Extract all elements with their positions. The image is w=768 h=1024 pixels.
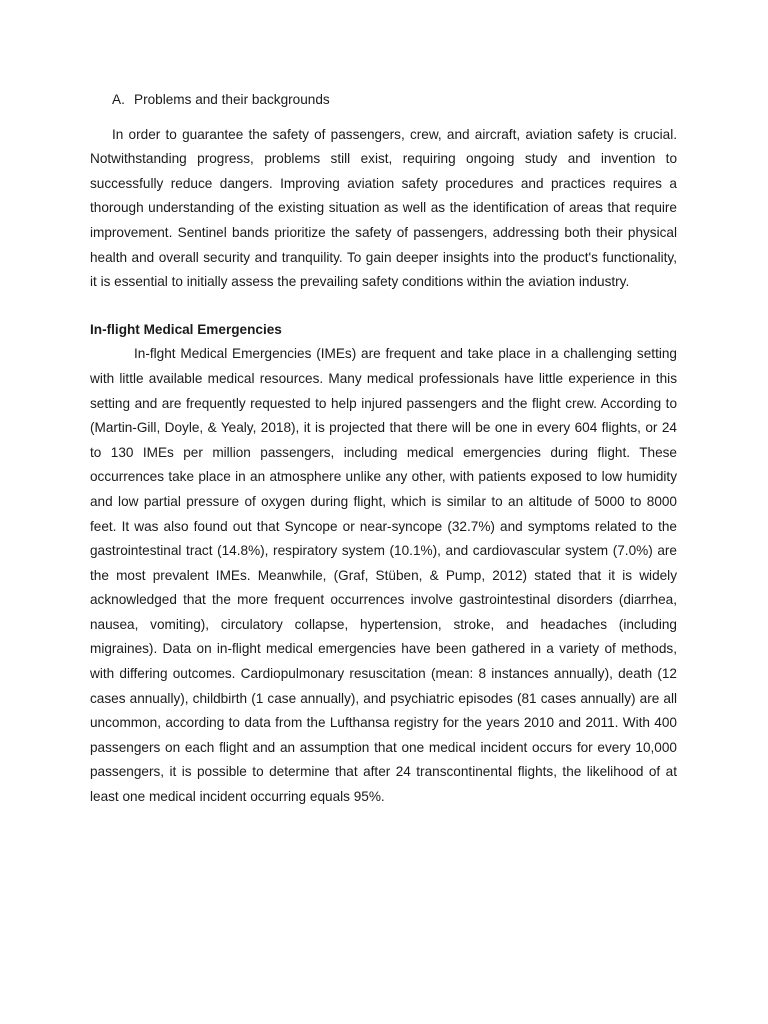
intro-paragraph: In order to guarantee the safety of passengers, crew, and aircraft, aviation safety is crucial. Notwithstanding progress, problems still exist, requiring ongoing study and invention to successfully reduce dangers. Improving aviation safety procedures and practices requires a thorough understanding of the existing situation as well as the identification of areas that require improvement. Sentinel bands prioritize the safety of passengers, addressing both their physical health and overall security and tranquility. To gain deeper insights into the product's functionality, it is essential to initially assess the prevailing safety conditions within the aviation industry. — [90, 126, 677, 290]
section-title: Problems and their backgrounds — [134, 92, 330, 107]
subsection-paragraph: In-flght Medical Emergencies (IMEs) are frequent and take place in a challenging setting with little available medical resources. Many medical professionals have little experience in this setting and are frequently requested to help injured passengers and the flight crew. According to (Martin-Gill, Doyle, & Yealy, 2018), it is projected that there will be one in every 604 flights, or 24 to 130 IMEs per million passengers, including medical emergencies during flight. These occurrences take place in an atmosphere unlike any other, with patients exposed to low humidity and low partial pressure of oxygen during flight, which is similar to an altitude of 5000 to 8000 feet. It was also found out that Syncope or near-syncope (32.7%) and symptoms related to the gastrointestinal tract (14.8%), respiratory system (10.1%), and cardiovascular system (7.0%) are the most prevalent IMEs. Meanwhile, (Graf, Stüben, & Pump, 2012) stated that it is widely acknowledged that the more frequent occurrences involve gastrointestinal disorders (diarrhea, nausea, vomiting), circulatory collapse, hypertension, stroke, and headaches (including migraines). Data on in-flight medical emergencies have been gathered in a variety of methods, with differing outcomes. Cardiopulmonary resuscitation (mean: 8 instances annually), death (12 cases annually), childbirth (1 case annually), and psychiatric episodes (81 cases annually) are all uncommon, according to data from the Lufthansa registry for the years 2010 and 2011. With 400 passengers on each flight and an assumption that one medical incident occurs for every 10,000 passengers, it is possible to determine that after 24 transcontinental flights, the likelihood of at least one medical incident occurring equals 95%. — [90, 346, 677, 805]
subsection-title: In-flight Medical Emergencies — [90, 321, 282, 337]
document-page — [90, 88, 677, 810]
section-letter: A. — [112, 92, 125, 107]
section-heading — [112, 88, 677, 113]
